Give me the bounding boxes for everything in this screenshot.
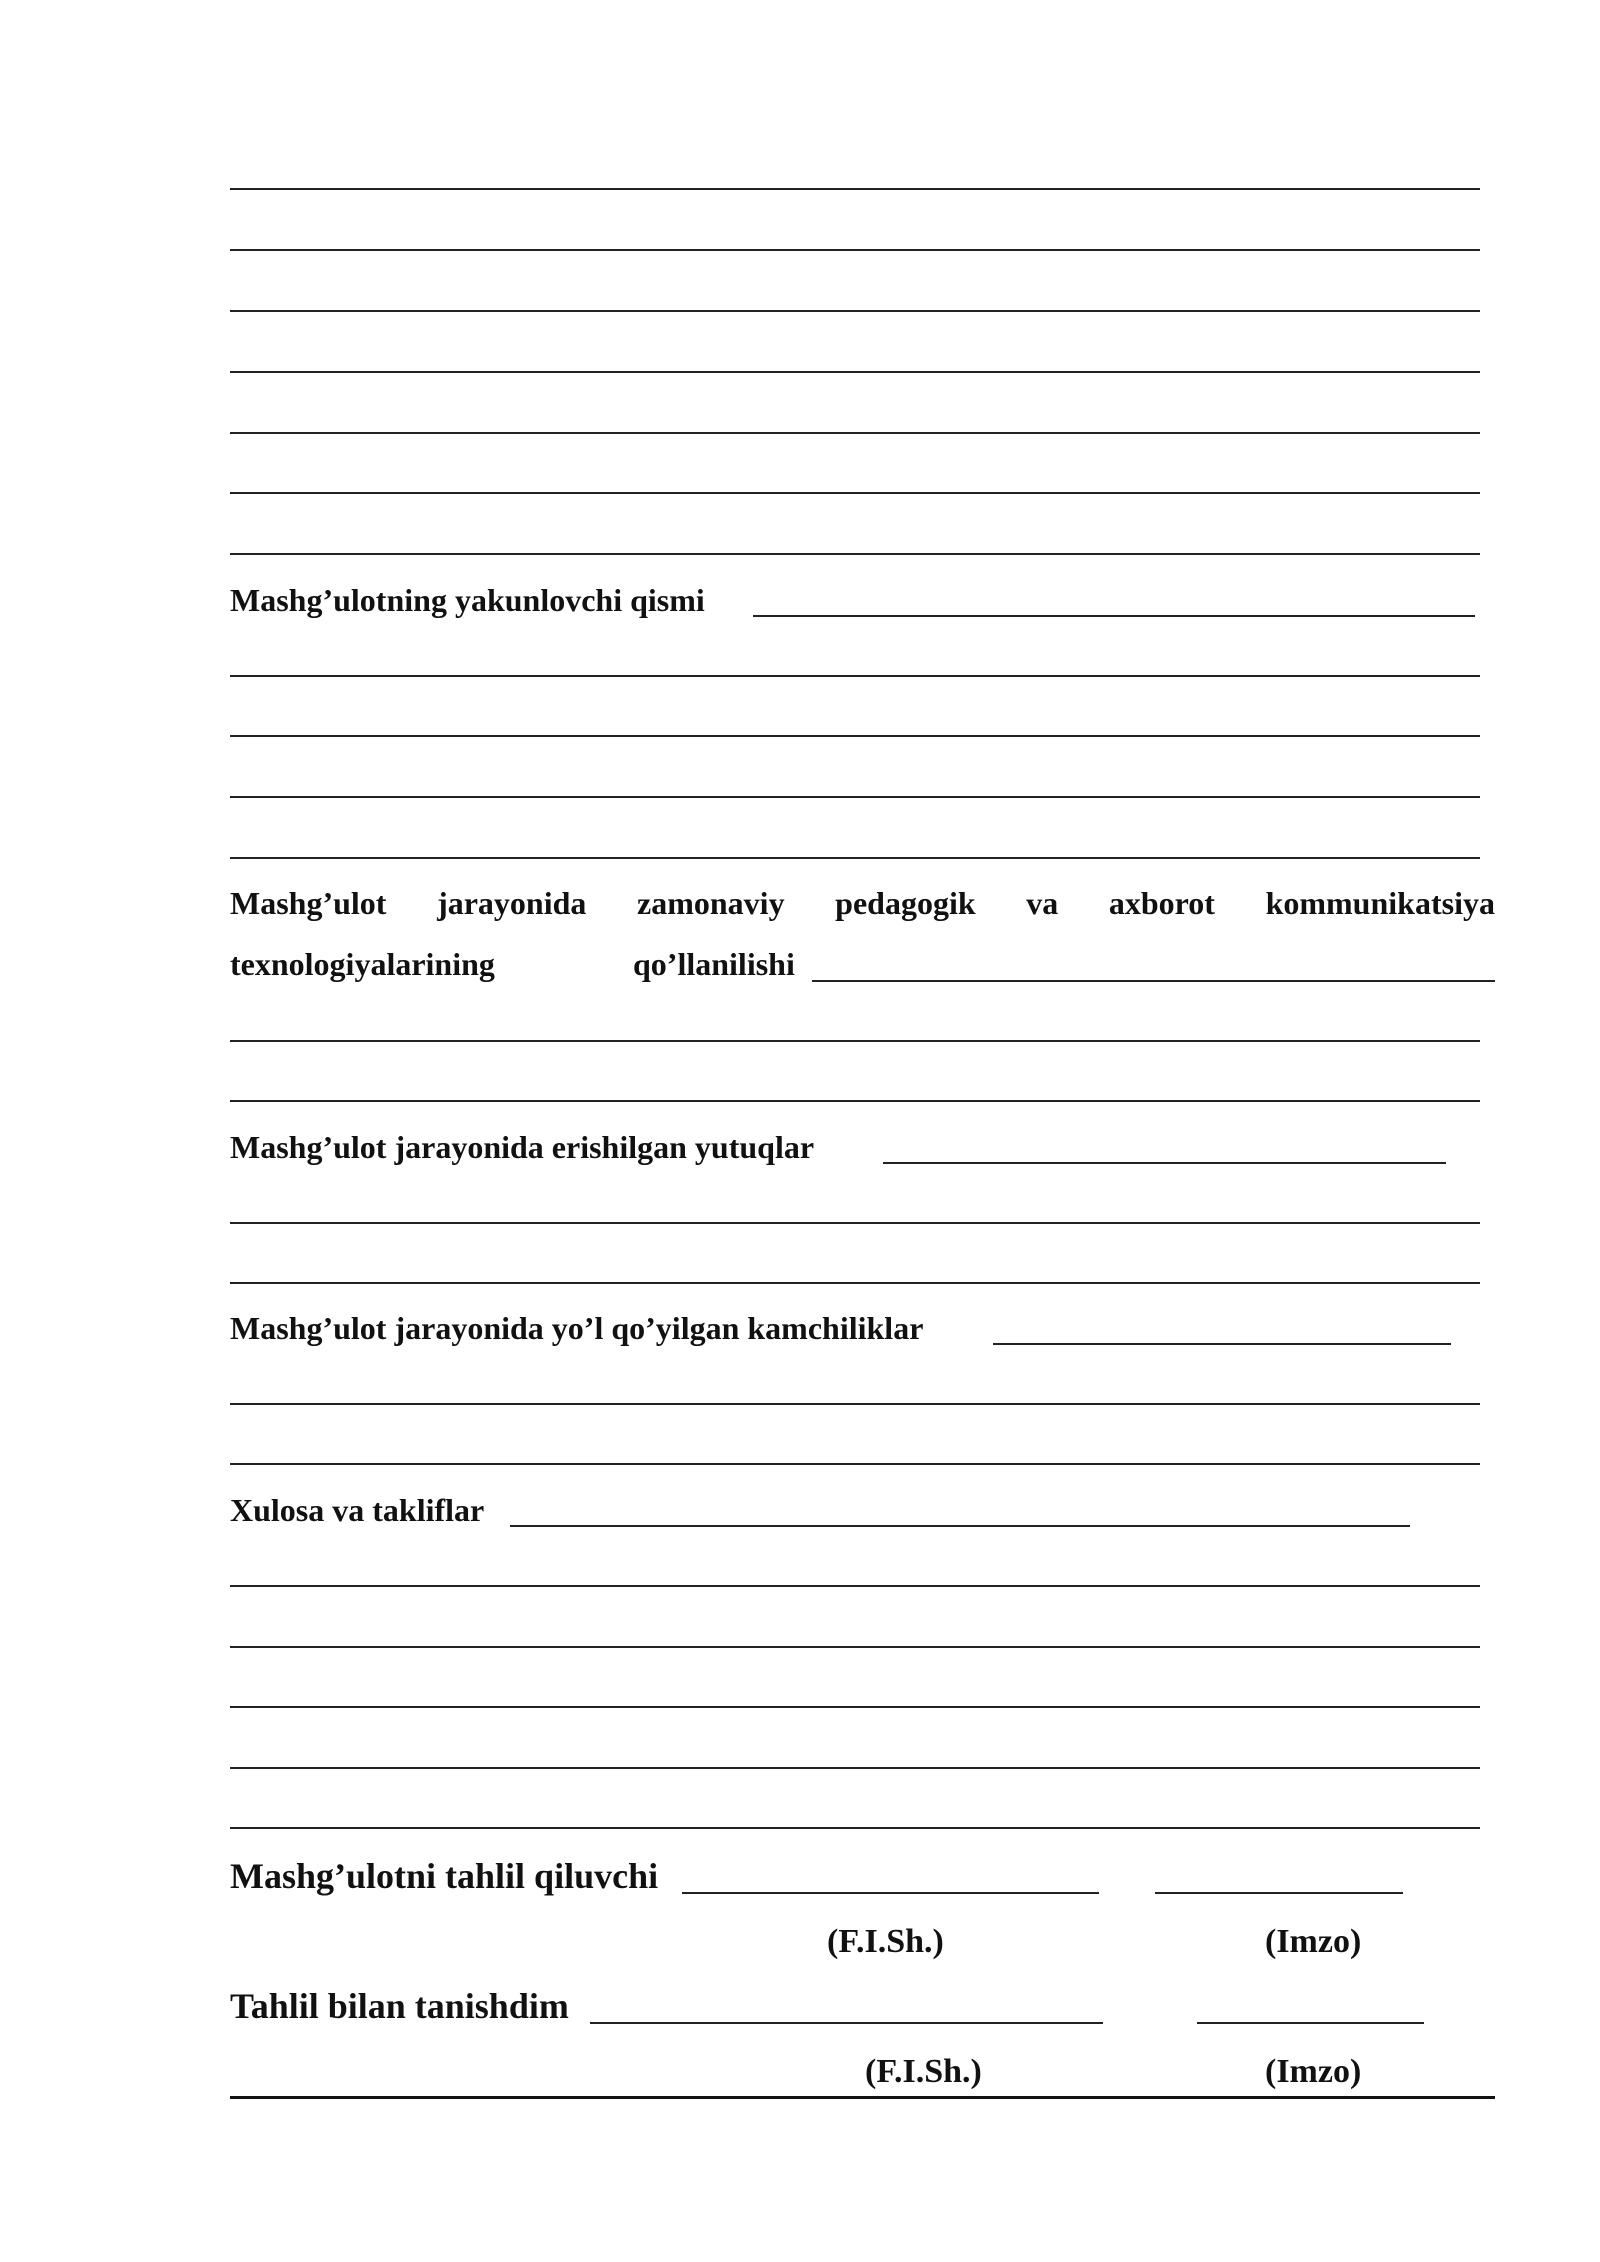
blank-line[interactable] xyxy=(230,1282,1480,1284)
blank-line[interactable] xyxy=(230,371,1480,373)
analyst-fio-caption: (F.I.Sh.) xyxy=(827,1923,944,1960)
acknowledged-fio-caption: (F.I.Sh.) xyxy=(865,2053,982,2090)
bottom-divider xyxy=(230,2096,1495,2099)
technologies-word: Mashg’ulot xyxy=(230,885,387,921)
final-part-fill-line[interactable] xyxy=(753,615,1475,617)
technologies-word: zamonaviy xyxy=(637,885,785,921)
blank-line[interactable] xyxy=(230,1100,1480,1102)
blank-line[interactable] xyxy=(230,1040,1480,1042)
blank-line[interactable] xyxy=(230,1767,1480,1769)
blank-line[interactable] xyxy=(230,432,1480,434)
technologies-fill-line[interactable] xyxy=(812,980,1495,982)
blank-line[interactable] xyxy=(230,310,1480,312)
technologies-label-line1 xyxy=(230,883,1495,923)
analyst-signature-caption: (Imzo) xyxy=(1265,1923,1362,1960)
technologies-label-line2b: qo’llanilishi xyxy=(633,946,795,982)
achievements-fill-line[interactable] xyxy=(883,1162,1446,1164)
analyst-name-line[interactable] xyxy=(682,1892,1099,1894)
blank-line[interactable] xyxy=(230,675,1480,677)
blank-line[interactable] xyxy=(230,796,1480,798)
blank-line[interactable] xyxy=(230,735,1480,737)
blank-line[interactable] xyxy=(230,857,1480,859)
technologies-word: pedagogik xyxy=(835,885,976,921)
blank-line[interactable] xyxy=(230,1403,1480,1405)
conclusions-label: Xulosa va takliflar xyxy=(230,1492,485,1528)
technologies-word: kommunikatsiya xyxy=(1265,885,1495,921)
blank-line[interactable] xyxy=(230,1706,1480,1708)
technologies-label-line2a: texnologiyalarining xyxy=(230,946,495,982)
acknowledged-signature-line[interactable] xyxy=(1197,2022,1424,2024)
shortcomings-label: Mashg’ulot jarayonida yo’l qo’yilgan kamchiliklar xyxy=(230,1310,924,1346)
acknowledged-label: Tahlil bilan tanishdim xyxy=(230,1986,569,2026)
technologies-word: axborot xyxy=(1108,885,1215,921)
achievements-label: Mashg’ulot jarayonida erishilgan yutuqlar xyxy=(230,1129,815,1165)
shortcomings-fill-line[interactable] xyxy=(993,1343,1451,1345)
final-part-label: Mashg’ulotning yakunlovchi qismi xyxy=(230,582,705,618)
analyst-label: Mashg’ulotni tahlil qiluvchi xyxy=(230,1856,659,1896)
blank-line[interactable] xyxy=(230,1463,1480,1465)
blank-line[interactable] xyxy=(230,1827,1480,1829)
technologies-word: va xyxy=(1026,885,1059,921)
blank-line[interactable] xyxy=(230,188,1480,190)
acknowledged-signature-caption: (Imzo) xyxy=(1265,2053,1362,2090)
blank-line[interactable] xyxy=(230,1646,1480,1648)
analyst-signature-line[interactable] xyxy=(1155,1892,1403,1894)
blank-line[interactable] xyxy=(230,1222,1480,1224)
blank-line[interactable] xyxy=(230,249,1480,251)
blank-line[interactable] xyxy=(230,492,1480,494)
blank-line[interactable] xyxy=(230,553,1480,555)
conclusions-fill-line[interactable] xyxy=(510,1525,1410,1527)
technologies-word: jarayonida xyxy=(437,885,587,921)
blank-line[interactable] xyxy=(230,1585,1480,1587)
acknowledged-name-line[interactable] xyxy=(590,2022,1103,2024)
